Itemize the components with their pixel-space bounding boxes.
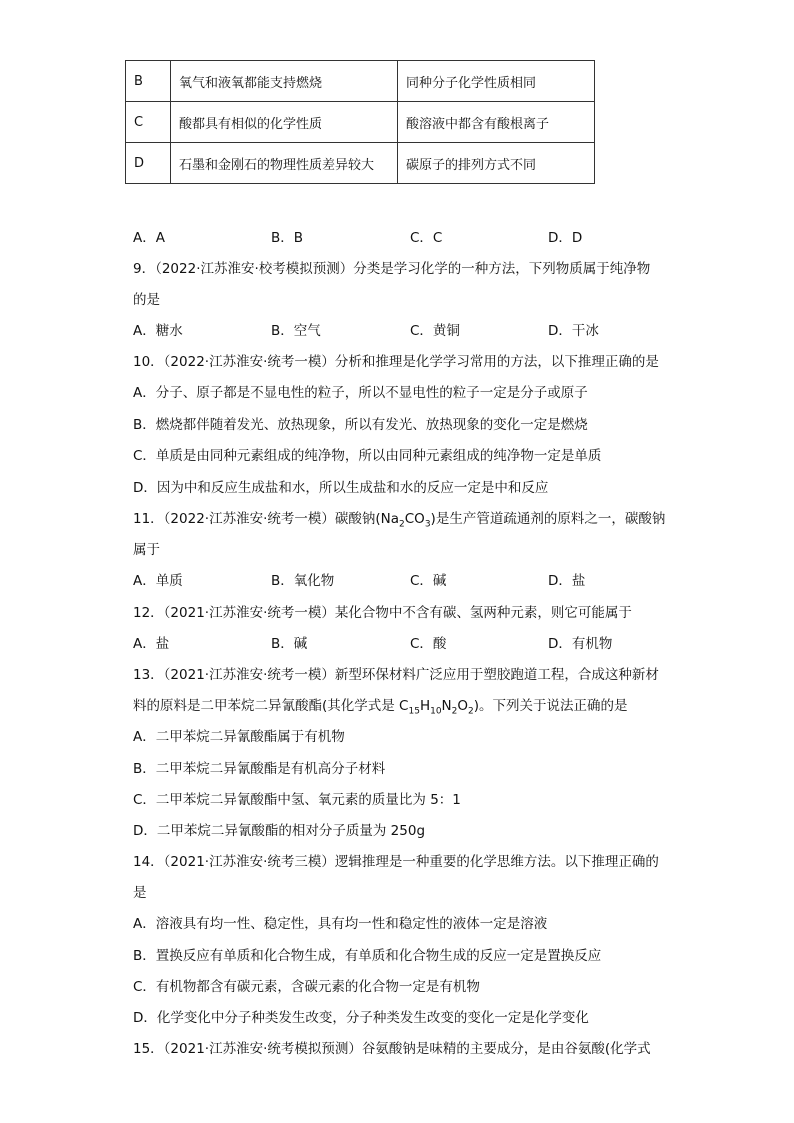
option-b: B．碱: [271, 636, 308, 652]
option-a: A．A: [133, 230, 165, 246]
option-b: B．氧化物: [271, 573, 335, 589]
table-cell: 石墨和金刚石的物理性质差异较大: [171, 143, 398, 184]
option-c: C．黄铜: [410, 323, 460, 339]
question-10-stem: 10．（2022·江苏淮安·统考一模）分析和推理是化学学习常用的方法，以下推理正确的是: [133, 354, 659, 370]
question-14-stem-cont: 是: [133, 885, 147, 901]
option-a: A．分子、原子都是不显电性的粒子，所以不显电性的粒子一定是分子或原子: [133, 385, 588, 401]
option-a: A．溶液具有均一性、稳定性，具有均一性和稳定性的液体一定是溶液: [133, 916, 548, 932]
option-d: D．有机物: [548, 636, 613, 652]
option-c: C．二甲苯烷二异氰酸酯中氢、氧元素的质量比为 5：1: [133, 792, 461, 808]
option-d: D．二甲苯烷二异氰酸酯的相对分子质量为 250g: [133, 823, 426, 839]
option-a: A．糖水: [133, 323, 183, 339]
table-cell: D: [126, 143, 171, 184]
option-d: D．盐: [548, 573, 586, 589]
option-d: D．化学变化中分子种类发生改变，分子种类发生改变的变化一定是化学变化: [133, 1010, 589, 1026]
q8-options: [133, 226, 693, 246]
option-c: C．C: [410, 230, 443, 246]
question-9-stem-cont: 的是: [133, 292, 160, 308]
table-cell: 酸都具有相似的化学性质: [171, 102, 398, 143]
option-a: A．盐: [133, 636, 170, 652]
option-b: B．空气: [271, 323, 321, 339]
q9-options: [133, 319, 693, 339]
table-cell: 碳原子的排列方式不同: [398, 143, 595, 184]
question-13-stem-cont: 料的原料是二甲苯烷二异氰酸酯(其化学式是 $C_{15}H_{10}N_2O_2$)。下列关于说法正确的是: [133, 698, 628, 717]
option-d: D．D: [548, 230, 583, 246]
option-c: C．单质是由同种元素组成的纯净物，所以由同种元素组成的纯净物一定是单质: [133, 448, 602, 464]
question-14-stem: 14．（2021·江苏淮安·统考三模）逻辑推理是一种重要的化学思维方法。以下推理正确的: [133, 854, 659, 870]
table-cell: C: [126, 102, 171, 143]
table-cell: 同种分子化学性质相同: [398, 61, 595, 102]
table-row: [126, 102, 595, 143]
option-a: A．单质: [133, 573, 183, 589]
question-11-stem: 11．（2022·江苏淮安·统考一模）碳酸钠$(Na_2CO_3)$是生产管道疏通剂的原料之一，碳酸钠: [133, 511, 666, 530]
option-c: C．有机物都含有碳元素，含碳元素的化合物一定是有机物: [133, 979, 480, 995]
option-b: B．二甲苯烷二异氰酸酯是有机高分子材料: [133, 761, 386, 777]
option-table: [125, 60, 595, 184]
table-cell: 氧气和液氧都能支持燃烧: [171, 61, 398, 102]
option-d: D．干冰: [548, 323, 599, 339]
option-b: B．B: [271, 230, 304, 246]
q11-options: [133, 569, 693, 589]
option-b: B．燃烧都伴随着发光、放热现象，所以有发光、放热现象的变化一定是燃烧: [133, 417, 588, 433]
question-13-stem: 13．（2021·江苏淮安·统考一模）新型环保材料广泛应用于塑胶跑道工程，合成这种新材: [133, 667, 659, 683]
table-cell: B: [126, 61, 171, 102]
question-9-stem: 9．（2022·江苏淮安·校考模拟预测）分类是学习化学的一种方法，下列物质属于纯净物: [133, 261, 651, 277]
question-11-stem-cont: 属于: [133, 542, 160, 558]
question-12-stem: 12．（2021·江苏淮安·统考一模）某化合物中不含有碳、氢两种元素，则它可能属于: [133, 605, 632, 621]
option-b: B．置换反应有单质和化合物生成，有单质和化合物生成的反应一定是置换反应: [133, 948, 602, 964]
option-c: C．酸: [410, 636, 447, 652]
option-a: A．二甲苯烷二异氰酸酯属于有机物: [133, 729, 345, 745]
q12-options: [133, 632, 693, 652]
question-15-stem: 15．（2021·江苏淮安·统考模拟预测）谷氨酸钠是味精的主要成分，是由谷氨酸(化学式: [133, 1041, 651, 1057]
table-row: [126, 143, 595, 184]
option-d: D．因为中和反应生成盐和水，所以生成盐和水的反应一定是中和反应: [133, 480, 549, 496]
option-c: C．碱: [410, 573, 447, 589]
table-cell: 酸溶液中都含有酸根离子: [398, 102, 595, 143]
table-row: [126, 61, 595, 102]
